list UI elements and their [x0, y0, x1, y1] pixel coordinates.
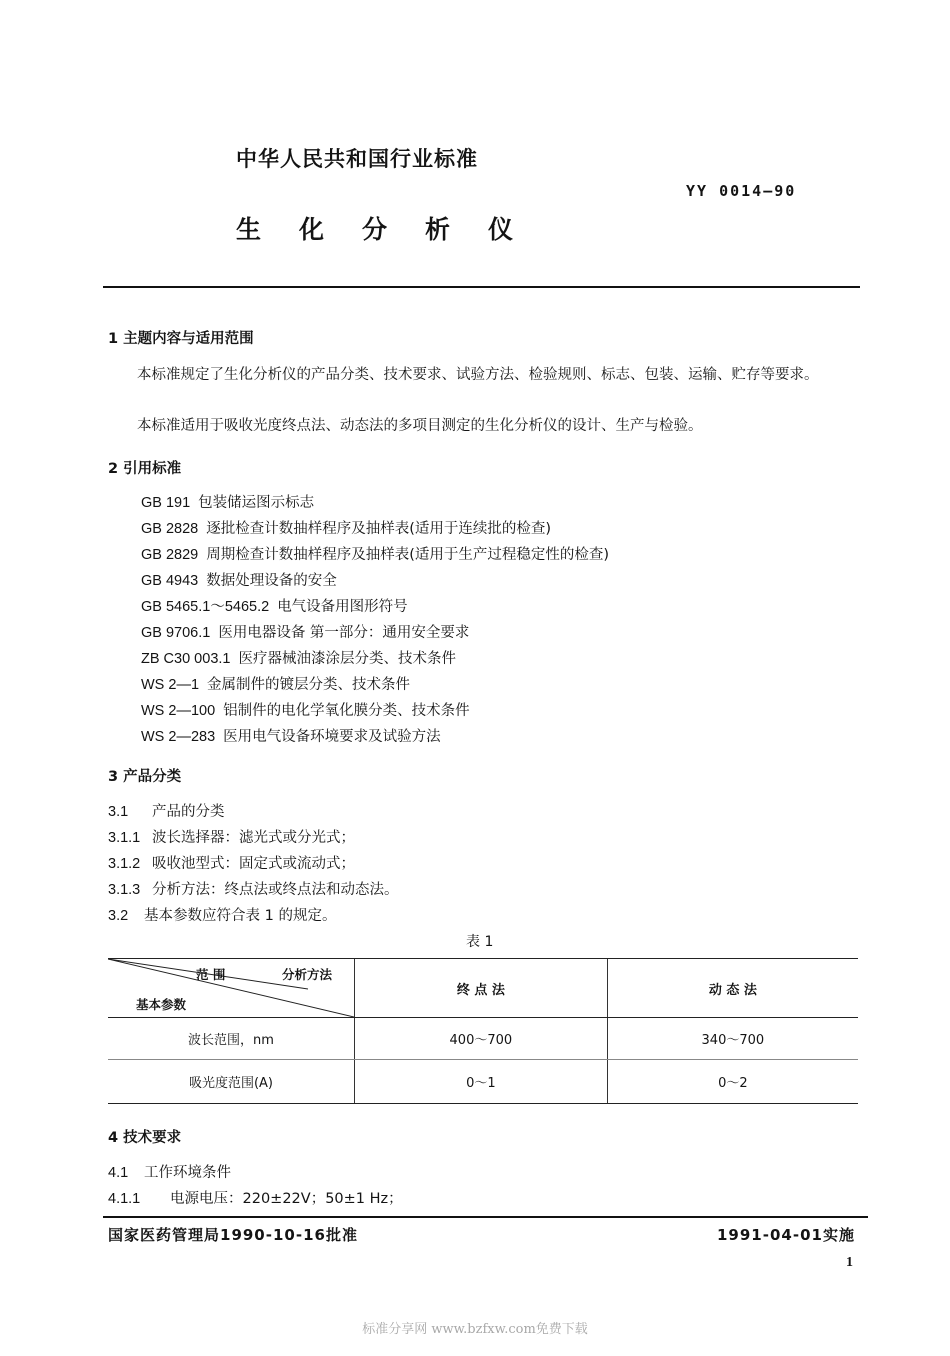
clause-text: 吸收池型式：固定式或流动式；: [152, 856, 355, 872]
param-cell: 吸光度范围(A): [108, 1060, 355, 1104]
reference-title: 金属制件的镀层分类、技术条件: [207, 677, 411, 693]
clause-text: 分析方法：终点法或终点法和动态法。: [152, 882, 399, 898]
standard-code: YY 0014—90: [686, 182, 797, 200]
reference-title: 医疗器械油漆涂层分类、技术条件: [238, 651, 456, 667]
clause-number: 3.1: [108, 804, 129, 820]
reference-code: WS 2—1: [141, 677, 200, 693]
reference-code: GB 9706.1: [141, 625, 211, 641]
clause-text: 基本参数应符合表 1 的规定。: [144, 908, 337, 924]
reference-item: [141, 542, 609, 568]
clause-item: [108, 903, 399, 929]
header-divider: [103, 286, 860, 288]
dynamic-cell: 0～2: [607, 1060, 858, 1104]
clause-number: 3.1.2: [108, 856, 141, 872]
watermark: 标准分享网 www.bzfxw.com免费下载: [362, 1322, 588, 1337]
reference-item: [141, 568, 609, 594]
clause-item: [108, 851, 399, 877]
clause-item: [108, 825, 399, 851]
reference-item: [141, 724, 609, 750]
reference-item: [141, 620, 609, 646]
reference-code: GB 2828: [141, 521, 199, 537]
page-number: 1: [846, 1255, 853, 1270]
dynamic-cell: 340～700: [607, 1018, 858, 1060]
section-3-items: [108, 799, 399, 929]
clause-text: 工作环境条件: [144, 1165, 231, 1181]
section-1-heading: 1 主题内容与适用范围: [108, 331, 254, 347]
reference-code: GB 2829: [141, 547, 199, 563]
reference-title: 医用电气设备环境要求及试验方法: [223, 729, 441, 745]
table-header-row: [108, 959, 858, 1018]
reference-code: GB 4943: [141, 573, 199, 589]
approval-text: 国家医药管理局1990-10-16批准: [108, 1226, 358, 1244]
clause-item: [108, 877, 399, 903]
reference-item: [141, 490, 609, 516]
reference-title: 铝制件的电化学氧化膜分类、技术条件: [223, 703, 470, 719]
column-header-dynamic: 动 态 法: [607, 959, 858, 1018]
endpoint-cell: 0～1: [355, 1060, 608, 1104]
clause-number: 3.2: [108, 908, 129, 924]
table-row: [108, 1018, 858, 1060]
reference-title: 医用电器设备 第一部分：通用安全要求: [218, 625, 470, 641]
section-3-heading: 3 产品分类: [108, 769, 182, 785]
clause-text: 电源电压：220±22V；50±1 Hz；: [170, 1191, 403, 1207]
reference-code: GB 5465.1～5465.2: [141, 599, 270, 615]
header-method-label: 分析方法: [282, 967, 333, 982]
reference-title: 周期检查计数抽样程序及抽样表(适用于生产过程稳定性的检查): [206, 547, 610, 563]
effective-date: 1991-04-01实施: [717, 1226, 855, 1244]
clause-text: 波长选择器：滤光式或分光式；: [152, 830, 355, 846]
table-diagonal-header: [108, 959, 355, 1018]
reference-item: [141, 698, 609, 724]
clause-item: [108, 1160, 403, 1186]
reference-list: [141, 490, 609, 750]
table-row: [108, 1060, 858, 1104]
parameter-table: [108, 958, 858, 1104]
table-caption: 表 1: [466, 934, 494, 950]
section-4-heading: 4 技术要求: [108, 1130, 182, 1146]
document-title: 生化分析仪: [236, 215, 552, 244]
endpoint-cell: 400～700: [355, 1018, 608, 1060]
reference-code: ZB C30 003.1: [141, 651, 231, 667]
header-title: 中华人民共和国行业标准: [236, 147, 478, 171]
reference-code: WS 2—283: [141, 729, 216, 745]
header-param-label: 基本参数: [136, 997, 187, 1012]
reference-code: GB 191: [141, 495, 191, 511]
param-cell: 波长范围，nm: [108, 1018, 355, 1060]
footer-divider: [103, 1216, 868, 1218]
reference-item: [141, 594, 609, 620]
reference-title: 电气设备用图形符号: [277, 599, 408, 615]
clause-number: 3.1.3: [108, 882, 141, 898]
reference-code: WS 2—100: [141, 703, 216, 719]
reference-item: [141, 672, 609, 698]
section-1-paragraph-1: 本标准规定了生化分析仪的产品分类、技术要求、试验方法、检验规则、标志、包装、运输、贮存等要求。: [137, 367, 819, 383]
clause-item: [108, 1186, 403, 1212]
section-4-items: [108, 1160, 403, 1212]
column-header-endpoint: 终 点 法: [355, 959, 608, 1018]
reference-title: 数据处理设备的安全: [206, 573, 337, 589]
clause-item: [108, 799, 399, 825]
clause-number: 3.1.1: [108, 830, 141, 846]
section-2-heading: 2 引用标准: [108, 461, 182, 477]
reference-item: [141, 646, 609, 672]
clause-number: 4.1.1: [108, 1191, 141, 1207]
clause-text: 产品的分类: [152, 804, 225, 820]
reference-item: [141, 516, 609, 542]
section-1-paragraph-2: 本标准适用于吸收光度终点法、动态法的多项目测定的生化分析仪的设计、生产与检验。: [137, 418, 703, 434]
reference-title: 包装储运图示标志: [198, 495, 315, 511]
header-range-label: 范 围: [196, 967, 226, 982]
clause-number: 4.1: [108, 1165, 129, 1181]
reference-title: 逐批检查计数抽样程序及抽样表(适用于连续批的检查): [206, 521, 552, 537]
